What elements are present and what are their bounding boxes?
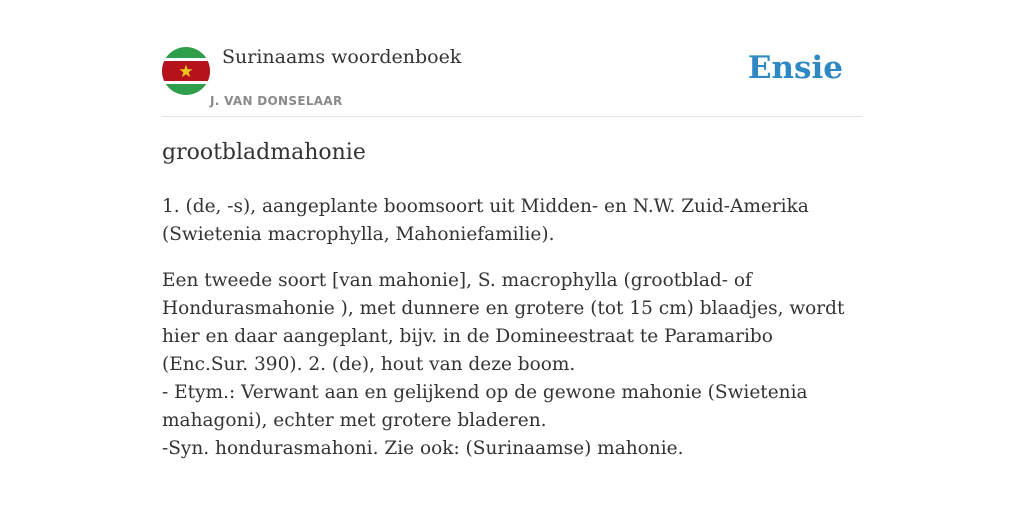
synonyms-text: -Syn. hondurasmahoni. Zie ook: (Surinaamse) mahonie. <box>162 438 684 459</box>
flag-graphic <box>162 47 210 95</box>
dictionary-header <box>162 44 862 117</box>
definition-paragraph <box>162 267 862 463</box>
etymology-text: - Etym.: Verwant aan en gelijkend op de gewone mahonie (Swietenia mahagoni), echter met grotere bladeren. <box>162 382 808 431</box>
dictionary-author: J. VAN DONSELAAR <box>210 94 343 108</box>
suriname-flag-icon <box>162 47 210 95</box>
ensie-logo[interactable]: Ensie <box>747 50 843 86</box>
definition-text: Een tweede soort [van mahonie], S. macrophylla (grootblad- of Hondurasmahonie ), met dunnere en grotere (tot 15 cm) blaadjes, wordt hier en daar aangeplant, bijv. in de Domineestraat te Paramaribo (Enc.Sur. 390). 2. (de), hout van deze boom. <box>162 270 845 375</box>
entry-headword: grootbladmahonie <box>162 140 366 165</box>
definition-1: 1. (de, -s), aangeplante boomsoort uit Midden- en N.W. Zuid-Amerika (Swietenia macrophylla, Mahoniefamilie). <box>162 196 809 245</box>
dictionary-title[interactable]: Surinaams woordenboek <box>222 46 462 68</box>
